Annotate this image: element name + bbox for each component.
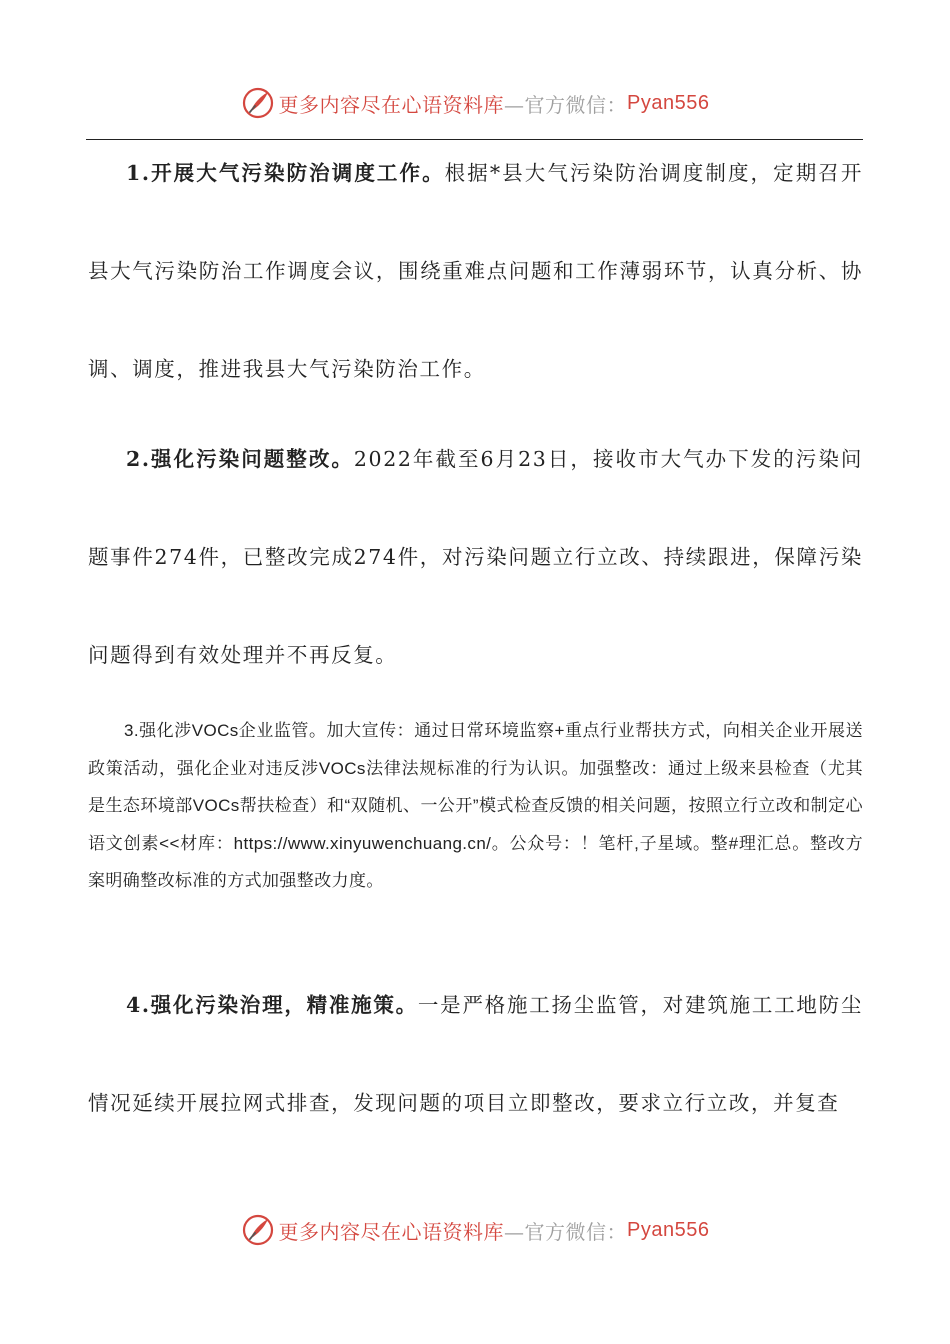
- paragraph-3: 3.强化涉VOCs企业监管。加大宣传：通过日常环境监察+重点行业帮扶方式，向相关企业开展送政策活动，强化企业对违反涉VOCs法律法规标准的行为认识。加强整改：通过上级来县检查（尤其是生态环境部VOCs帮扶检查）和“双随机、一公开”模式检查反馈的相关问题，按照立行立改和制定心语文创素<<材库：https://www.xinyuwenchuang.cn/。公众号：！笔杆,子星域。整#理汇总。整改方案明确整改标准的方式加强整改力度。: [88, 721, 863, 890]
- paragraph-1-body: 根据*县大气污染防治调度制度，定期召开县大气污染防治工作调度会议，围绕重难点问题和工作薄弱环节，认真分析、协调、调度，推进我县大气污染防治工作。: [88, 161, 863, 381]
- paragraph-2-heading: 2.强化污染问题整改。: [126, 447, 354, 471]
- paragraph-1-heading: 1.开展大气污染防治调度工作。: [126, 161, 445, 185]
- footer-text-main: 更多内容尽在心语资料库: [278, 1219, 505, 1244]
- banner-text-id: Pyan556: [627, 91, 710, 114]
- banner-text-wechat: —官方微信：: [504, 92, 628, 117]
- quill-seal-logo-icon: [241, 1213, 275, 1247]
- footer-text-id: Pyan556: [627, 1218, 710, 1241]
- quill-seal-logo-icon: [241, 86, 275, 120]
- header-banner: [0, 83, 950, 123]
- paragraph-4-body: 一是严格施工扬尘监管，对建筑施工工地防尘情况延续开展拉网式排查，发现问题的项目立即整改，要求立行立改，并复查: [88, 993, 864, 1115]
- banner-text-main: 更多内容尽在心语资料库: [278, 92, 505, 117]
- footer-text-wechat: —官方微信：: [504, 1219, 628, 1244]
- paragraph-4: [88, 956, 863, 1152]
- footer-banner: [0, 1210, 950, 1250]
- paragraph-4-heading: 4.强化污染治理，精准施策。: [126, 993, 418, 1017]
- paragraph-2: [88, 410, 863, 704]
- paragraph-1: [88, 124, 863, 418]
- paragraph-2-body: 2022年截至6月23日，接收市大气办下发的污染问题事件274件，已整改完成274件，对污染问题立行立改、持续跟进，保障污染问题得到有效处理并不再反复。: [88, 447, 863, 667]
